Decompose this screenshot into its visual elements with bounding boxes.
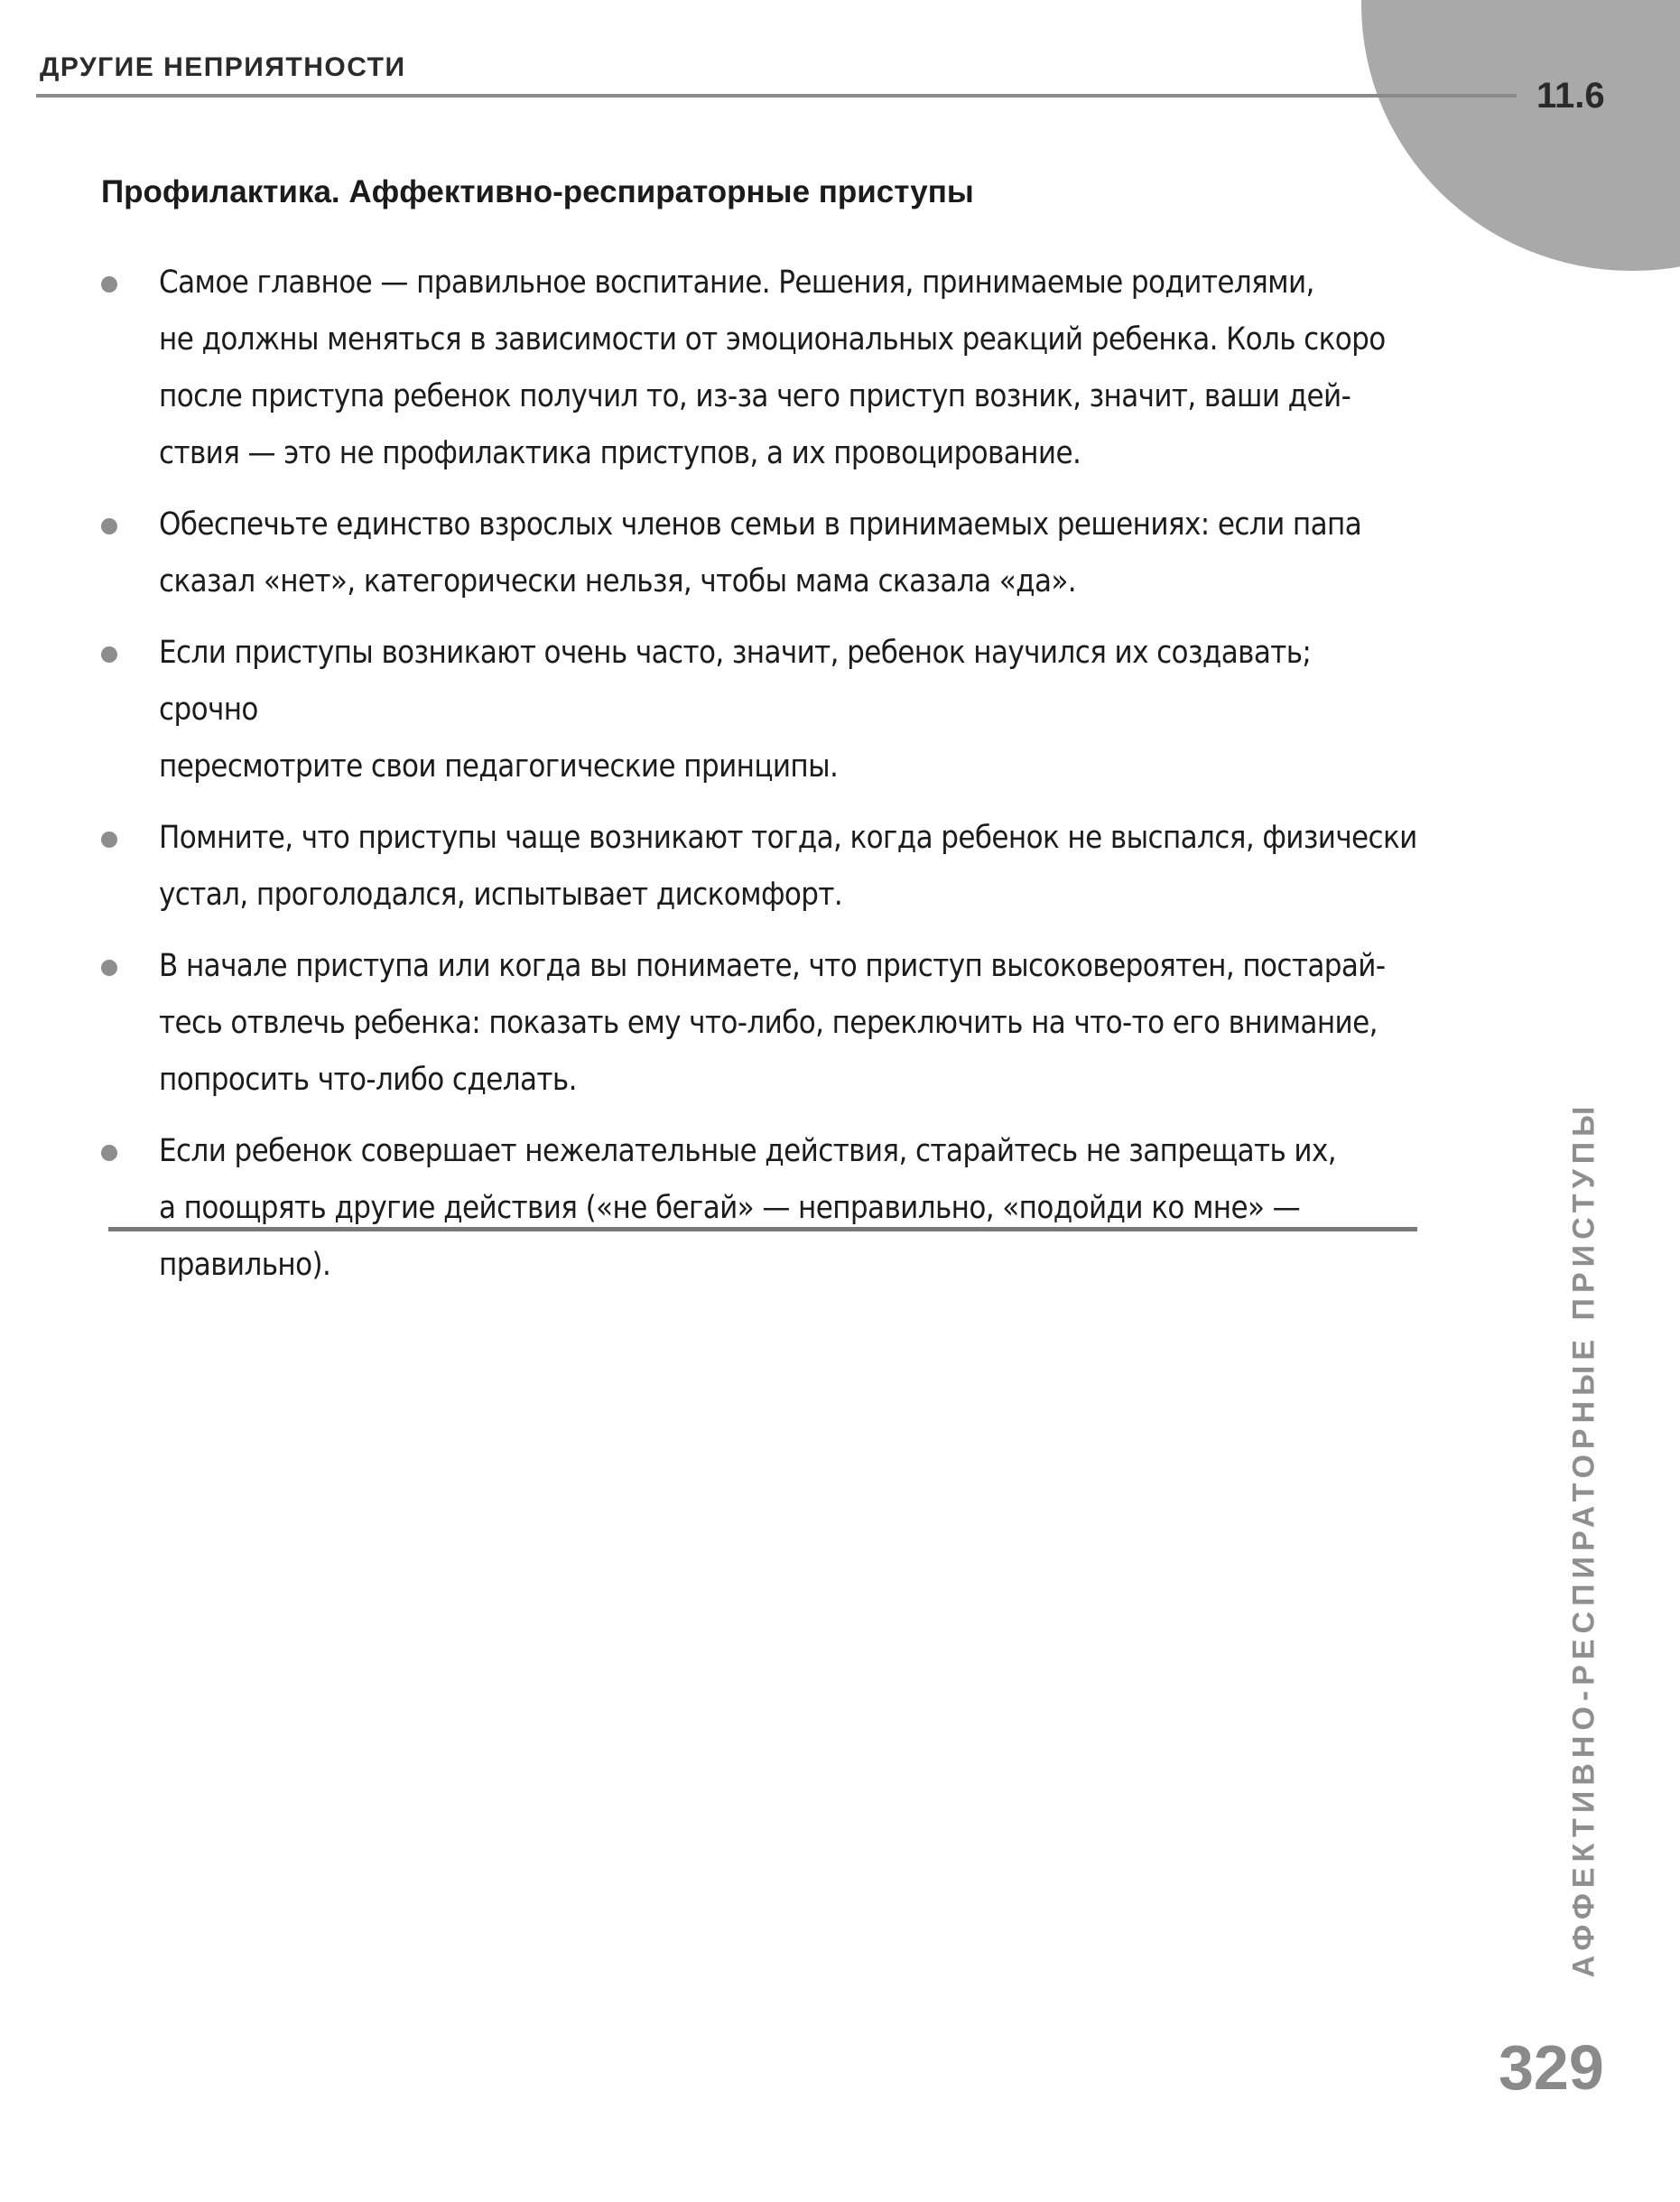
bullet-item-5: [99, 938, 1417, 1109]
section-number: 11.6: [1536, 76, 1605, 116]
bullet-line: не должны меняться в зависимости от эмоциональных реакций ребенка. Коль скоро: [159, 321, 1386, 358]
bullet-line: пересмотрите свои педагогические принципы.: [159, 748, 839, 785]
bullet-line: ствия — это не профилактика приступов, а их провоцирование.: [159, 435, 1081, 471]
bullet-line: сказал «нет», категорически нельзя, чтобы мама сказала «да».: [159, 563, 1077, 599]
bullet-dot-icon: [101, 1145, 117, 1161]
header-rule: [36, 94, 1517, 98]
bullet-line: Если приступы возникают очень часто, значит, ребенок научился их создавать; срочно: [159, 635, 1312, 728]
bullet-line: В начале приступа или когда вы понимаете, что приступ высоковероятен, постарай-: [159, 948, 1386, 984]
bullet-item-4: [99, 810, 1417, 924]
bullet-dot-icon: [101, 960, 117, 976]
page-number: 329: [1499, 2032, 1604, 2103]
bullet-line: попросить что-либо сделать.: [159, 1062, 577, 1098]
chapter-tab-circle: [1361, 0, 1680, 271]
bullet-item-2: [99, 497, 1417, 610]
bullet-item-1: [99, 255, 1417, 482]
bullet-line: после приступа ребенок получил то, из-за чего приступ возник, значит, ваши дей-: [159, 378, 1351, 414]
bullet-line: а поощрять другие действия («не бегай» — неправильно, «подойди ко мне» —: [159, 1190, 1301, 1226]
section-heading: Профилактика. Аффективно-респираторные приступы: [101, 174, 974, 209]
bullet-item-6: [99, 1123, 1417, 1294]
bullet-dot-icon: [101, 276, 117, 293]
bullet-line: правильно).: [159, 1247, 331, 1283]
bullet-dot-icon: [101, 646, 117, 663]
bullet-line: Помните, что приступы чаще возникают тогда, когда ребенок не выспался, физически: [159, 820, 1417, 856]
bullet-line: тесь отвлечь ребенка: показать ему что-либо, переключить на что-то его внимание,: [159, 1005, 1378, 1041]
side-tab-title: АФФЕКТИВНО-РЕСПИРАТОРНЫЕ ПРИСТУПЫ: [1566, 1101, 1601, 1978]
bullet-line: Самое главное — правильное воспитание. Решения, принимаемые родителями,: [159, 265, 1314, 301]
bullet-item-3: [99, 625, 1417, 795]
bullet-line: устал, проголодался, испытывает дискомфорт.: [159, 877, 843, 913]
bullet-line: Если ребенок совершает нежелательные действия, старайтесь не запрещать их,: [159, 1133, 1337, 1169]
running-head: ДРУГИЕ НЕПРИЯТНОСТИ: [40, 52, 406, 82]
section-end-rule: [108, 1227, 1417, 1231]
bullet-list: [99, 255, 1417, 1308]
bullet-line: Обеспечьте единство взрослых членов семьи в принимаемых решениях: если папа: [159, 506, 1362, 543]
bullet-dot-icon: [101, 518, 117, 534]
bullet-dot-icon: [101, 832, 117, 848]
